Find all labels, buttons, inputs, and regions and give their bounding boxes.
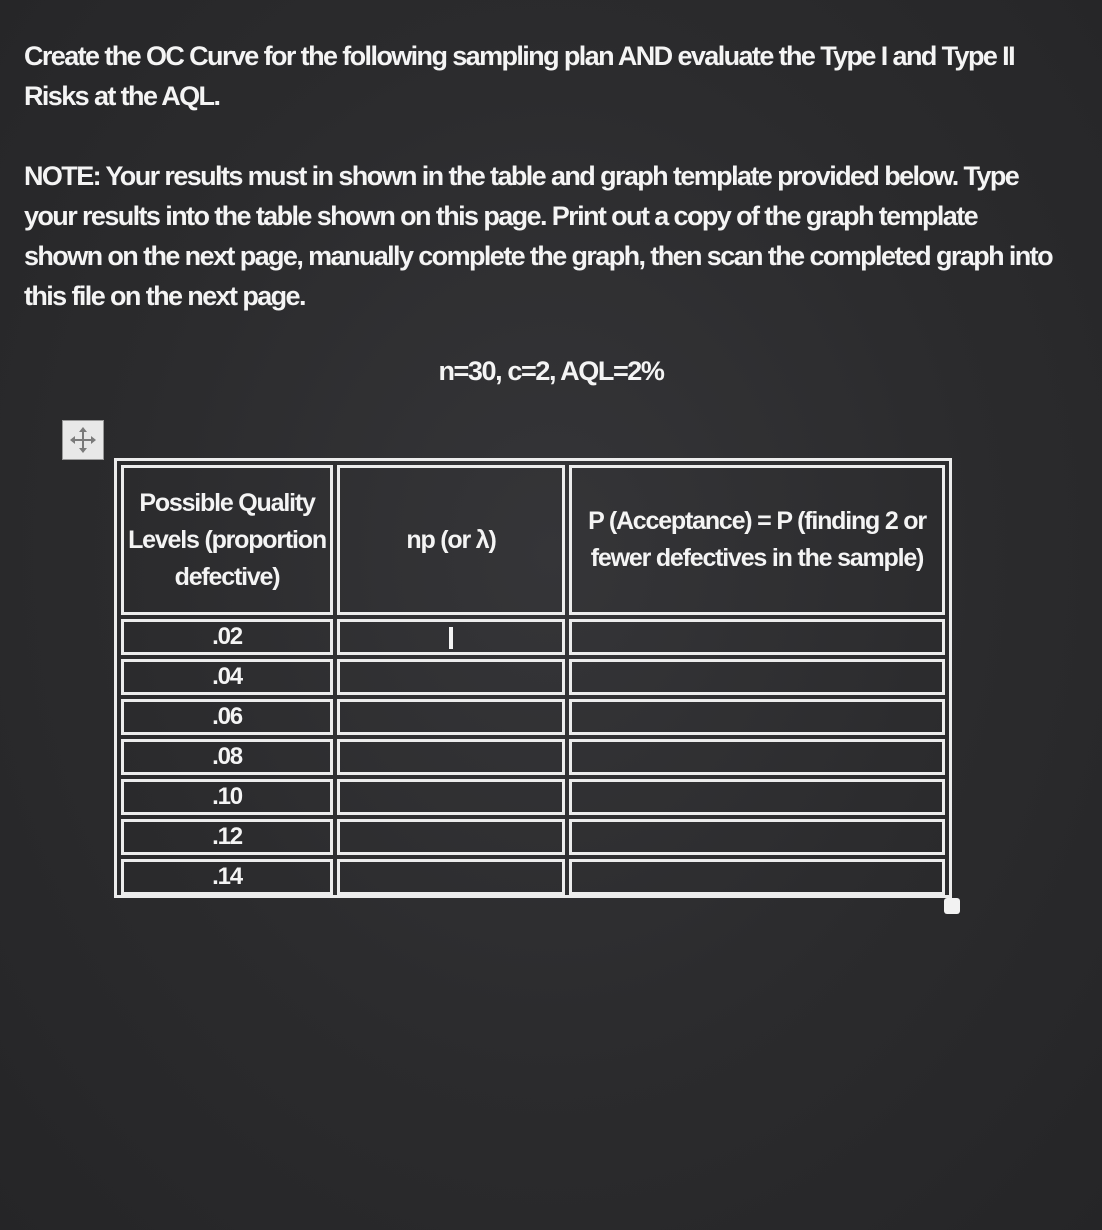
quality-level-cell: .04	[121, 659, 333, 695]
table-row	[121, 699, 945, 735]
quality-level-cell: .10	[121, 779, 333, 815]
quality-level-cell: .14	[121, 859, 333, 895]
question-text: Create the OC Curve for the following sampling plan AND evaluate the Type I and Type II Risks at the AQL.	[24, 41, 1014, 111]
p-acceptance-cell[interactable]	[569, 619, 945, 655]
p-acceptance-cell[interactable]	[569, 659, 945, 695]
quality-level-cell: .02	[121, 619, 333, 655]
quality-level-cell: .12	[121, 819, 333, 855]
sampling-plan-parameters: n=30, c=2, AQL=2%	[438, 356, 664, 386]
note-text: NOTE: Your results must in shown in the table and graph template provided below. Type your results into the table shown on this page. Print out a copy of the graph template shown on the next page, manually complete the graph, then scan the completed graph into this file on the next page.	[24, 161, 1052, 311]
table-move-handle[interactable]	[62, 420, 104, 460]
table-row	[121, 779, 945, 815]
table-resize-handle[interactable]	[944, 898, 960, 914]
header-p-acceptance: P (Acceptance) = P (finding 2 or fewer defectives in the sample)	[569, 465, 945, 615]
p-acceptance-cell[interactable]	[569, 819, 945, 855]
oc-curve-table	[114, 458, 952, 898]
np-cell[interactable]	[337, 819, 565, 855]
p-acceptance-cell[interactable]	[569, 699, 945, 735]
table-row	[121, 859, 945, 895]
p-acceptance-cell[interactable]	[569, 779, 945, 815]
table-row	[121, 819, 945, 855]
np-cell[interactable]	[337, 699, 565, 735]
p-acceptance-cell[interactable]	[569, 739, 945, 775]
np-cell[interactable]	[337, 779, 565, 815]
table-header-row	[121, 465, 945, 615]
np-cell[interactable]	[337, 859, 565, 895]
table-row	[121, 659, 945, 695]
quality-level-cell: .06	[121, 699, 333, 735]
header-np: np (or λ)	[337, 465, 565, 615]
table-row	[121, 619, 945, 655]
p-acceptance-cell[interactable]	[569, 859, 945, 895]
np-cell[interactable]	[337, 619, 565, 655]
table-row	[121, 739, 945, 775]
header-quality-levels: Possible Quality Levels (proportion defective)	[121, 465, 333, 615]
text-cursor	[449, 627, 453, 649]
quality-level-cell: .08	[121, 739, 333, 775]
np-cell[interactable]	[337, 739, 565, 775]
move-arrows-icon	[69, 426, 97, 454]
np-cell[interactable]	[337, 659, 565, 695]
